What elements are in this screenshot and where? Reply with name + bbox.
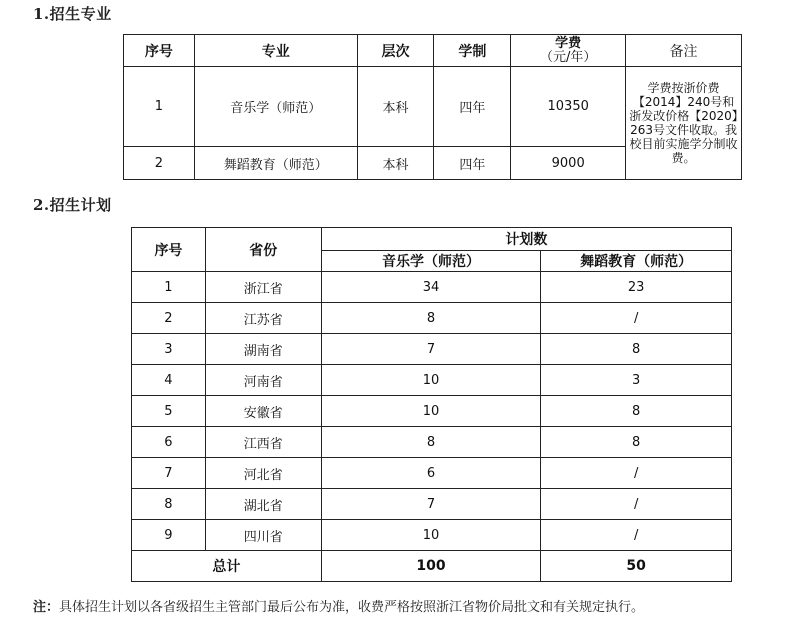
cell-dance: 8 xyxy=(541,334,732,365)
cell-dance: / xyxy=(541,489,732,520)
cell-index: 2 xyxy=(132,303,206,334)
header-dance: 舞蹈教育（师范） xyxy=(541,251,732,272)
cell-province: 浙江省 xyxy=(205,272,321,303)
cell-index: 4 xyxy=(132,365,206,396)
header-index: 序号 xyxy=(132,228,206,272)
header-index: 序号 xyxy=(124,35,195,67)
table-row xyxy=(132,520,732,551)
header-music: 音乐学（师范） xyxy=(321,251,541,272)
cell-province: 河南省 xyxy=(205,365,321,396)
cell-music: 7 xyxy=(321,334,541,365)
cell-music: 8 xyxy=(321,303,541,334)
footnote-text: 具体招生计划以各省级招生主管部门最后公布为准，收费严格按照浙江省物价局批文和有关规定执行。 xyxy=(59,600,645,615)
cell-province: 四川省 xyxy=(205,520,321,551)
header-province: 省份 xyxy=(205,228,321,272)
cell-major: 音乐学（师范） xyxy=(194,67,357,147)
cell-dance: / xyxy=(541,303,732,334)
total-dance: 50 xyxy=(541,551,732,582)
header-fee-line1: 学费 xyxy=(555,35,582,51)
section1-title: 1.招生专业 xyxy=(33,5,112,23)
footnote xyxy=(33,596,644,615)
cell-index: 6 xyxy=(132,427,206,458)
cell-duration: 四年 xyxy=(434,67,511,147)
table-row xyxy=(132,458,732,489)
table-row xyxy=(132,427,732,458)
cell-fee: 9000 xyxy=(511,147,626,180)
cell-index: 7 xyxy=(132,458,206,489)
table-row xyxy=(124,67,742,147)
cell-music: 10 xyxy=(321,396,541,427)
cell-level: 本科 xyxy=(357,147,434,180)
cell-music: 34 xyxy=(321,272,541,303)
cell-fee: 10350 xyxy=(511,67,626,147)
cell-duration: 四年 xyxy=(434,147,511,180)
cell-index: 1 xyxy=(132,272,206,303)
cell-dance: / xyxy=(541,458,732,489)
cell-index: 8 xyxy=(132,489,206,520)
cell-dance: 3 xyxy=(541,365,732,396)
footnote-label: 注： xyxy=(33,600,60,615)
cell-province: 江苏省 xyxy=(205,303,321,334)
majors-table xyxy=(123,34,742,180)
cell-index: 3 xyxy=(132,334,206,365)
cell-music: 6 xyxy=(321,458,541,489)
cell-province: 河北省 xyxy=(205,458,321,489)
cell-note: 学费按浙价费【2014】240号和浙发改价格【2020】263号文件收取。我校目前实施学分制收费。 xyxy=(626,67,742,180)
cell-dance: 23 xyxy=(541,272,732,303)
cell-major: 舞蹈教育（师范） xyxy=(194,147,357,180)
table-row xyxy=(132,272,732,303)
table-row xyxy=(132,396,732,427)
cell-index: 5 xyxy=(132,396,206,427)
cell-dance: 8 xyxy=(541,427,732,458)
header-note: 备注 xyxy=(626,35,742,67)
cell-music: 10 xyxy=(321,365,541,396)
table-row xyxy=(132,303,732,334)
majors-header-row xyxy=(124,35,742,67)
total-music: 100 xyxy=(321,551,541,582)
table-row xyxy=(132,365,732,396)
cell-music: 10 xyxy=(321,520,541,551)
cell-province: 安徽省 xyxy=(205,396,321,427)
cell-index: 2 xyxy=(124,147,195,180)
cell-level: 本科 xyxy=(357,67,434,147)
header-plan: 计划数 xyxy=(321,228,731,251)
cell-province: 湖南省 xyxy=(205,334,321,365)
header-fee-line2: （元/年） xyxy=(539,49,597,65)
cell-index: 1 xyxy=(124,67,195,147)
header-level: 层次 xyxy=(357,35,434,67)
cell-dance: 8 xyxy=(541,396,732,427)
section2-title: 2.招生计划 xyxy=(33,196,112,214)
table-row xyxy=(132,334,732,365)
cell-music: 8 xyxy=(321,427,541,458)
cell-index: 9 xyxy=(132,520,206,551)
cell-music: 7 xyxy=(321,489,541,520)
cell-province: 江西省 xyxy=(205,427,321,458)
total-row xyxy=(132,551,732,582)
plan-table xyxy=(131,227,732,582)
table-row xyxy=(132,489,732,520)
cell-dance: / xyxy=(541,520,732,551)
cell-province: 湖北省 xyxy=(205,489,321,520)
header-fee xyxy=(511,35,626,67)
plan-header-row xyxy=(132,228,732,251)
total-label: 总计 xyxy=(132,551,322,582)
header-duration: 学制 xyxy=(434,35,511,67)
header-major: 专业 xyxy=(194,35,357,67)
